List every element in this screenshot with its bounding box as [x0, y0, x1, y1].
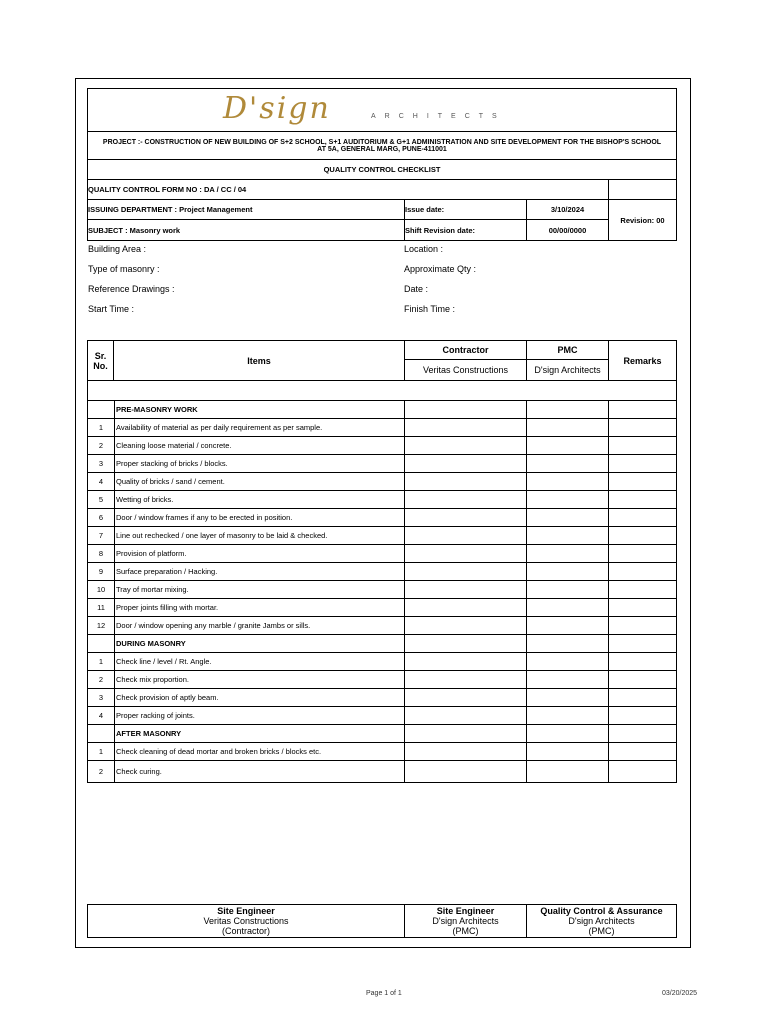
table-row: 3 Check provision of aptly beam. — [88, 689, 677, 707]
remarks-cell[interactable] — [609, 653, 677, 671]
contractor-check-cell[interactable] — [405, 527, 527, 545]
contractor-check-cell[interactable] — [405, 473, 527, 491]
spacer-row — [87, 380, 677, 401]
pmc-name: D'sign Architects — [526, 359, 609, 381]
section-title: AFTER MASONRY — [115, 725, 405, 743]
contractor-name: Veritas Constructions — [404, 359, 527, 381]
pmc-check-cell[interactable] — [527, 545, 609, 563]
remarks-cell[interactable] — [609, 527, 677, 545]
table-row: 3 Proper stacking of bricks / blocks. — [88, 455, 677, 473]
contractor-check-cell[interactable] — [405, 653, 527, 671]
issuing-department: ISSUING DEPARTMENT : Project Management — [87, 199, 405, 220]
building-area-label: Building Area : — [88, 244, 147, 254]
start-time-label: Start Time : — [88, 304, 135, 314]
pmc-check-cell[interactable] — [527, 473, 609, 491]
remarks-cell[interactable] — [609, 473, 677, 491]
remarks-cell[interactable] — [609, 437, 677, 455]
table-row: 6 Door / window frames if any to be erected in position. — [88, 509, 677, 527]
form-number: QUALITY CONTROL FORM NO : DA / CC / 04 — [87, 179, 609, 200]
contractor-check-cell[interactable] — [405, 743, 527, 761]
section-title: DURING MASONRY — [115, 635, 405, 653]
table-row: 9 Surface preparation / Hacking. — [88, 563, 677, 581]
remarks-cell[interactable] — [609, 545, 677, 563]
table-row: 12 Door / window opening any marble / granite Jambs or sills. — [88, 617, 677, 635]
pmc-check-cell[interactable] — [527, 599, 609, 617]
pmc-check-cell[interactable] — [527, 581, 609, 599]
remarks-cell[interactable] — [609, 617, 677, 635]
shift-revision-label: Shift Revision date: — [404, 219, 527, 241]
print-date: 03/20/2025 — [662, 990, 698, 997]
table-row: 10 Tray of mortar mixing. — [88, 581, 677, 599]
revision: Revision: 00 — [608, 199, 677, 241]
signature-pmc[interactable]: Site Engineer D'sign Architects (PMC) — [404, 904, 527, 938]
remarks-cell[interactable] — [609, 509, 677, 527]
remarks-cell[interactable] — [609, 689, 677, 707]
logo-subtitle: ARCHITECTS — [371, 113, 506, 120]
checklist-table — [87, 400, 677, 783]
reference-drawings-label: Reference Drawings : — [88, 284, 175, 294]
table-row: 1 Availability of material as per daily requirement as per sample. — [88, 419, 677, 437]
pmc-check-cell[interactable] — [527, 419, 609, 437]
section-title: PRE-MASONRY WORK — [115, 401, 405, 419]
contractor-check-cell[interactable] — [405, 563, 527, 581]
shift-revision-date: 00/00/0000 — [526, 219, 609, 241]
table-row: 1 Check cleaning of dead mortar and broken bricks / blocks etc. — [88, 743, 677, 761]
contractor-header: Contractor — [404, 340, 527, 360]
pmc-header: PMC — [526, 340, 609, 360]
signature-qa[interactable]: Quality Control & Assurance D'sign Architects (PMC) — [526, 904, 677, 938]
contractor-check-cell[interactable] — [405, 707, 527, 725]
logo-box — [87, 88, 677, 132]
page-number: Page 1 of 1 — [366, 990, 402, 997]
remarks-cell[interactable] — [609, 563, 677, 581]
remarks-cell[interactable] — [609, 491, 677, 509]
issue-date-label: Issue date: — [404, 199, 527, 220]
sr-no-header: Sr. No. — [87, 340, 114, 381]
logo-mark: D'sign — [223, 91, 331, 126]
remarks-cell[interactable] — [609, 761, 677, 783]
revision-blank — [608, 179, 677, 200]
pmc-check-cell[interactable] — [527, 671, 609, 689]
pmc-check-cell[interactable] — [527, 527, 609, 545]
table-row: 7 Line out rechecked / one layer of masonry to be laid & checked. — [88, 527, 677, 545]
pmc-check-cell[interactable] — [527, 707, 609, 725]
signature-contractor[interactable]: Site Engineer Veritas Constructions (Contractor) — [87, 904, 405, 938]
contractor-check-cell[interactable] — [405, 545, 527, 563]
pmc-check-cell[interactable] — [527, 455, 609, 473]
contractor-check-cell[interactable] — [405, 509, 527, 527]
section-row — [88, 635, 677, 653]
pmc-check-cell[interactable] — [527, 437, 609, 455]
pmc-check-cell[interactable] — [527, 617, 609, 635]
table-row: 8 Provision of platform. — [88, 545, 677, 563]
approx-qty-label: Approximate Qty : — [404, 264, 477, 274]
contractor-check-cell[interactable] — [405, 599, 527, 617]
finish-time-label: Finish Time : — [404, 304, 456, 314]
remarks-cell[interactable] — [609, 599, 677, 617]
contractor-check-cell[interactable] — [405, 455, 527, 473]
pmc-check-cell[interactable] — [527, 743, 609, 761]
pmc-check-cell[interactable] — [527, 491, 609, 509]
contractor-check-cell[interactable] — [405, 581, 527, 599]
contractor-check-cell[interactable] — [405, 437, 527, 455]
table-row: 4 Proper racking of joints. — [88, 707, 677, 725]
section-row — [88, 401, 677, 419]
remarks-cell[interactable] — [609, 707, 677, 725]
project-title: PROJECT :- CONSTRUCTION OF NEW BUILDING OF S+2 SCHOOL, S+1 AUDITORIUM & G+1 ADMINISTRATION AND SITE DEVELOPMENT FOR THE BISHOP'S SCHOOL AT 5A, GENERAL MARG, PUNE-411001 — [87, 131, 677, 160]
contractor-check-cell[interactable] — [405, 689, 527, 707]
table-row: 11 Proper joints filling with mortar. — [88, 599, 677, 617]
remarks-cell[interactable] — [609, 743, 677, 761]
location-label: Location : — [404, 244, 444, 254]
issue-date: 3/10/2024 — [526, 199, 609, 220]
table-row: 2 Cleaning loose material / concrete. — [88, 437, 677, 455]
contractor-check-cell[interactable] — [405, 761, 527, 783]
remarks-header: Remarks — [608, 340, 677, 381]
table-row: 4 Quality of bricks / sand / cement. — [88, 473, 677, 491]
masonry-type-label: Type of masonry : — [88, 264, 160, 274]
pmc-check-cell[interactable] — [527, 563, 609, 581]
date-label: Date : — [404, 284, 429, 294]
remarks-cell[interactable] — [609, 419, 677, 437]
remarks-cell[interactable] — [609, 671, 677, 689]
pmc-check-cell[interactable] — [527, 509, 609, 527]
remarks-cell[interactable] — [609, 455, 677, 473]
table-row: 2 Check curing. — [88, 761, 677, 783]
pmc-check-cell[interactable] — [527, 653, 609, 671]
subject: SUBJECT : Masonry work — [87, 219, 405, 241]
section-row — [88, 725, 677, 743]
contractor-check-cell[interactable] — [405, 491, 527, 509]
checklist-title: QUALITY CONTROL CHECKLIST — [87, 159, 677, 180]
contractor-check-cell[interactable] — [405, 617, 527, 635]
contractor-check-cell[interactable] — [405, 419, 527, 437]
table-row: 2 Check mix proportion. — [88, 671, 677, 689]
items-header: Items — [113, 340, 405, 381]
remarks-cell[interactable] — [609, 581, 677, 599]
pmc-check-cell[interactable] — [527, 761, 609, 783]
table-row: 5 Wetting of bricks. — [88, 491, 677, 509]
contractor-check-cell[interactable] — [405, 671, 527, 689]
table-row: 1 Check line / level / Rt. Angle. — [88, 653, 677, 671]
pmc-check-cell[interactable] — [527, 689, 609, 707]
